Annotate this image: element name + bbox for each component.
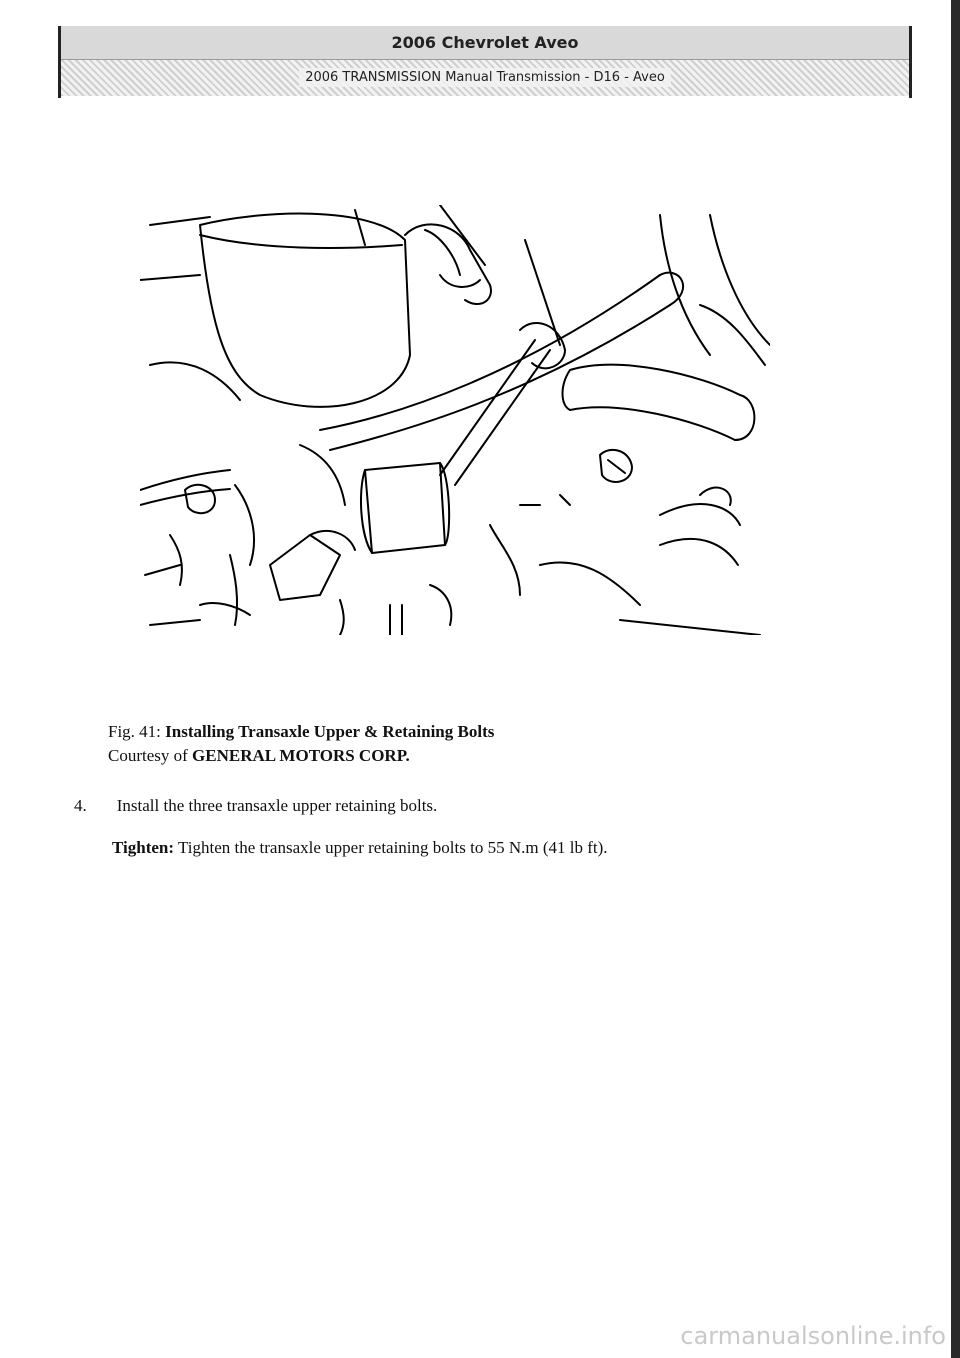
document-header xyxy=(58,26,912,98)
figure-caption xyxy=(108,720,494,768)
tighten-text: Tighten the transaxle upper retaining bolts to 55 N.m (41 lb ft). xyxy=(178,838,608,857)
figure-illustration xyxy=(140,205,770,635)
figure-courtesy-line xyxy=(108,744,494,768)
figure-caption-line xyxy=(108,720,494,744)
tighten-label: Tighten: xyxy=(112,838,175,857)
header-subtitle xyxy=(61,60,909,96)
courtesy-prefix: Courtesy of xyxy=(108,746,188,765)
step-text: Install the three transaxle upper retaining bolts. xyxy=(116,796,438,815)
courtesy-org: GENERAL MOTORS CORP. xyxy=(192,746,410,765)
header-title: 2006 Chevrolet Aveo xyxy=(61,26,909,60)
page-edge xyxy=(951,0,960,1358)
step-number: 4. xyxy=(74,796,87,815)
figure-title: Installing Transaxle Upper & Retaining Bolts xyxy=(165,722,495,741)
watermark: carmanualsonline.info xyxy=(680,1322,946,1350)
header-subtitle-text: 2006 TRANSMISSION Manual Transmission - D16 - Aveo xyxy=(299,68,671,87)
figure-label: Fig. 41: xyxy=(108,722,161,741)
tighten-spec xyxy=(112,838,608,858)
procedure-step xyxy=(74,796,437,816)
